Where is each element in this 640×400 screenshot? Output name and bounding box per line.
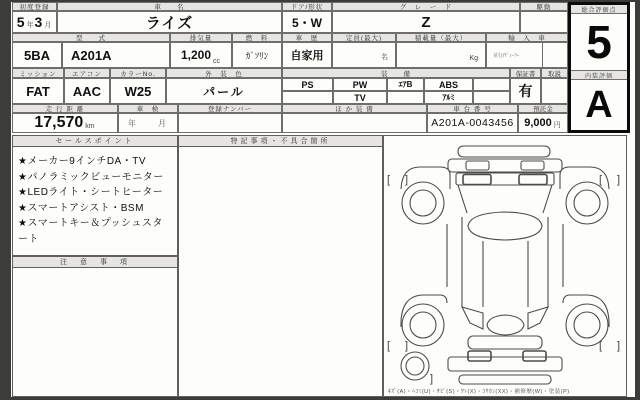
transmission-label: ミッション xyxy=(12,68,64,78)
sales-point-item: ★スマートキー＆プッシュスタート xyxy=(18,218,163,245)
caution-panel xyxy=(12,256,178,397)
load-unit: Kg xyxy=(469,55,478,62)
registration-number-value xyxy=(178,113,282,133)
deposit-number: 9,000 xyxy=(524,117,552,129)
evaluation-box xyxy=(568,2,630,133)
deposit-unit: 円 xyxy=(553,122,561,129)
sales-points-list xyxy=(13,147,177,254)
grade-label: グ レ ー ド xyxy=(332,2,520,11)
model-code-value: A201A xyxy=(62,42,170,68)
interior-grade-value: A xyxy=(585,83,613,126)
transmission-value: FAT xyxy=(12,78,64,104)
equipment-cell: PS xyxy=(282,78,333,91)
equipment-cell xyxy=(282,91,333,104)
overall-grade-value: 5 xyxy=(586,16,612,68)
inspection-label: 車 検 xyxy=(118,104,178,113)
scan-edge-right xyxy=(635,0,640,400)
svg-text:[: [ xyxy=(387,340,391,352)
model-prefix-value: 5BA xyxy=(12,42,62,68)
sales-point-item: ★パノラミックビューモニター xyxy=(18,171,164,183)
svg-text:[: [ xyxy=(387,174,391,186)
reg-year: 5 xyxy=(16,14,25,30)
import-value xyxy=(486,42,568,68)
warranty-value: 有 xyxy=(510,78,541,104)
svg-text:]: ] xyxy=(617,340,621,352)
reg-year-unit: 年 xyxy=(26,22,34,29)
sales-points-title: セールスポイント xyxy=(13,136,177,147)
history-label: 車 歴 xyxy=(282,33,332,42)
door-shape-label: ドア/形状 xyxy=(282,2,332,11)
damage-legend: ｷｽﾞ(A)・ﾍｺﾐ(U)・ｻﾋﾞ(S)・ﾜﾚ(X)・ｺｳｶﾝ(XX)・補修歴(W)・塗装(P) xyxy=(388,389,570,395)
manual-value xyxy=(541,78,568,104)
mileage-unit: km xyxy=(85,123,95,130)
door-shape-value: 5・W xyxy=(282,11,332,33)
equipment-cell xyxy=(387,91,424,104)
drive-label: 駆動 xyxy=(520,2,568,11)
mileage-label: 走 行 距 離 xyxy=(12,104,118,113)
equipment-cell: PW xyxy=(333,78,387,91)
warranty-label: 保証書 xyxy=(510,68,541,78)
equipment-cell: ｱﾙﾐ xyxy=(424,91,473,104)
history-value: 自家用 xyxy=(282,42,332,68)
first-registration-value xyxy=(12,11,57,33)
car-outline-diagram xyxy=(384,139,626,387)
equipment-cell: ｴｱB xyxy=(387,78,424,91)
displacement-number: 1,200 xyxy=(180,48,212,62)
deposit-label: 預託金 xyxy=(518,104,568,113)
mileage-value xyxy=(12,113,118,133)
reg-month: 3 xyxy=(34,14,43,30)
capacity-unit: 名 xyxy=(381,54,388,61)
svg-text:]: ] xyxy=(617,174,621,186)
color-no-label: カラーNo. xyxy=(110,68,166,78)
reg-month-unit: 月 xyxy=(44,22,52,29)
svg-text:]: ] xyxy=(430,373,434,385)
equipment-cell: TV xyxy=(333,91,387,104)
sales-point-item: ★メーカー9インチDA・TV xyxy=(18,156,146,167)
other-equipment-label: ほ か 装 備 xyxy=(282,104,427,113)
displacement-label: 排気量 xyxy=(170,33,232,42)
car-name-value: ライズ xyxy=(57,11,282,33)
aircon-label: エアコン xyxy=(64,68,110,78)
svg-text:]: ] xyxy=(405,174,409,186)
manual-label: 取説 xyxy=(541,68,568,78)
equipment-cell xyxy=(473,78,510,91)
chassis-number-label: 車 台 番 号 xyxy=(427,104,518,113)
sales-point-item: ★LEDライト・シートヒーター xyxy=(18,187,164,198)
capacity-value xyxy=(332,42,396,68)
import-label: 輸 入 車 xyxy=(486,33,568,42)
fuel-label: 燃 料 xyxy=(232,33,282,42)
model-code-label: 型 式 xyxy=(12,33,170,42)
car-name-label: 車 名 xyxy=(57,2,282,11)
sales-point-item: ★スマートアシスト・BSM xyxy=(18,202,144,214)
remarks-panel xyxy=(178,135,383,397)
capacity-label: 定員(最大) xyxy=(332,33,396,42)
load-value xyxy=(396,42,486,68)
sales-points-panel xyxy=(12,135,178,256)
registration-number-label: 登録ナンバー xyxy=(178,104,282,113)
scan-edge-left xyxy=(0,0,11,400)
load-label: 積載量（最大） xyxy=(396,33,486,42)
equipment-label: 装 備 xyxy=(282,68,510,78)
drive-value xyxy=(520,11,568,33)
exterior-color-value: パール xyxy=(166,78,282,104)
displacement-unit: cc xyxy=(213,58,221,65)
first-registration-label: 初度登録 xyxy=(12,2,57,11)
chassis-number-value: A201A-0043456 xyxy=(427,113,518,133)
equipment-cell xyxy=(473,91,510,104)
interior-grade-label: 内装評価 xyxy=(571,70,627,80)
svg-text:[: [ xyxy=(599,340,603,352)
other-equipment-value xyxy=(282,113,427,133)
color-no-value: W25 xyxy=(110,78,166,104)
mileage-number: 17,570 xyxy=(34,114,84,131)
import-note: 並行/ﾃﾞｨｰﾗｰ xyxy=(493,52,520,59)
equipment-cell: ABS xyxy=(424,78,473,91)
inspection-value xyxy=(118,113,178,133)
caution-title: 注 意 事 項 xyxy=(13,257,177,268)
grade-value: Z xyxy=(332,11,520,33)
aircon-value: AAC xyxy=(64,78,110,104)
svg-text:]: ] xyxy=(405,340,409,352)
inspection-date: 年 月 xyxy=(128,118,168,128)
import-cell-divider xyxy=(542,42,543,68)
remarks-title: 特記事項・不具合箇所 xyxy=(179,136,382,147)
displacement-value xyxy=(170,42,232,68)
deposit-value xyxy=(518,113,568,133)
svg-text:[: [ xyxy=(599,174,603,186)
car-diagram-panel xyxy=(383,135,627,397)
overall-grade-label: 総合評価点 xyxy=(571,5,627,14)
fuel-value: ｶﾞｿﾘﾝ xyxy=(232,42,282,68)
exterior-color-label: 外 装 色 xyxy=(166,68,282,78)
